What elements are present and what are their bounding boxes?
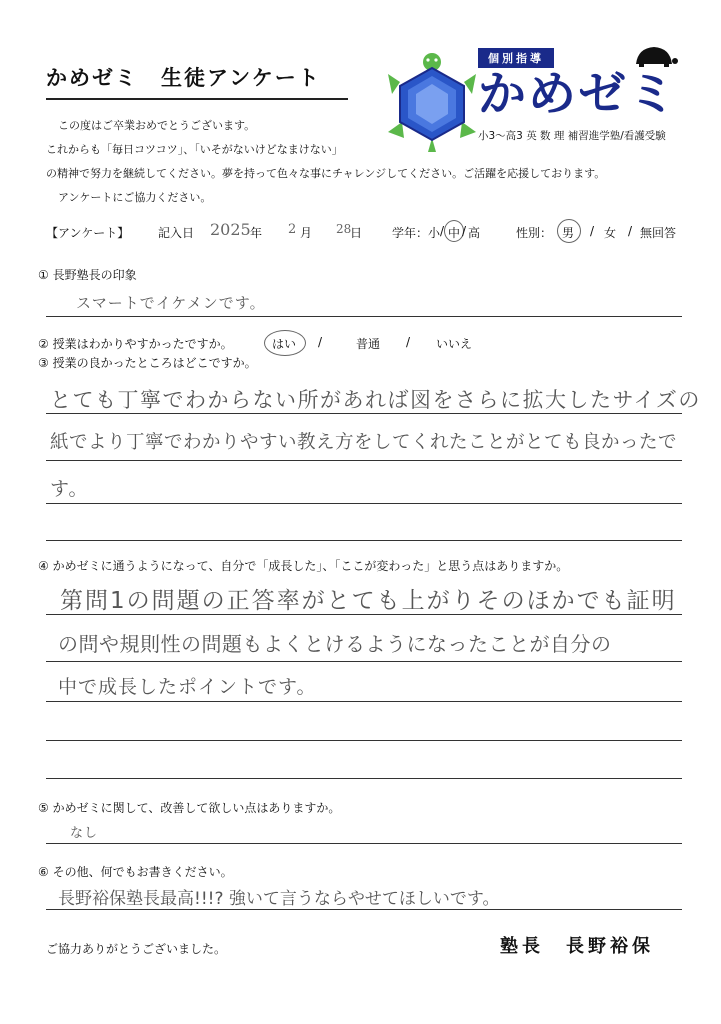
answer-line xyxy=(46,540,682,541)
year-unit: 年 xyxy=(250,226,263,240)
question-4-answer-line[interactable]: 中で成長したポイントです。 xyxy=(58,676,317,698)
intro-line: アンケートにご協力ください。 xyxy=(58,191,212,204)
intro-line: この度はご卒業おめでとうございます。 xyxy=(58,119,256,132)
grade-separator: / xyxy=(462,224,467,238)
grade-selection-circle xyxy=(444,220,467,242)
question-3-answer-line[interactable]: 紙でより丁寧でわかりやすい教え方をしてくれたことがとても良かったで xyxy=(50,432,678,453)
answer-line xyxy=(46,909,682,910)
day-value: 28 xyxy=(336,222,352,236)
answer-line xyxy=(46,661,682,662)
gender-separator: / xyxy=(590,224,595,238)
question-2-option-no[interactable]: いいえ xyxy=(436,337,473,351)
question-3-answer-line[interactable]: とても丁寧でわからない所があれば図をさらに拡大したサイズの xyxy=(50,388,701,412)
question-4-answer-line[interactable]: 第問1の問題の正答率がとても上がりそのほかでも証明 xyxy=(60,588,677,614)
answer-line xyxy=(46,778,682,779)
grade-separator: / xyxy=(440,224,445,238)
question-6-label: ⑥ その他、何でもお書きください。 xyxy=(38,865,233,879)
question-6-answer[interactable]: 長野裕保塾長最高!!!? 強いて言うならやせてほしいです。 xyxy=(58,889,500,909)
question-1-answer[interactable]: スマートでイケメンです。 xyxy=(76,294,266,312)
question-5-label: ⑤ かめゼミに関して、改善して欲しい点はありますか。 xyxy=(38,801,341,815)
question-2-option-yes[interactable]: はい xyxy=(272,337,297,351)
day-unit: 日 xyxy=(350,226,363,240)
answer-line xyxy=(46,843,682,844)
gender-option-female[interactable]: 女 xyxy=(604,226,617,240)
question-3-label: ③ 授業の良かったところはどこですか。 xyxy=(38,356,257,370)
intro-line: の精神で努力を継続してください。夢を持って色々な事にチャレンジしてください。ご活躍を応援しております。 xyxy=(46,167,606,180)
gender-option-male[interactable]: 男 xyxy=(562,226,575,240)
question-5-answer[interactable]: なし xyxy=(70,826,99,841)
answer-line xyxy=(46,701,682,702)
survey-section-label: 【アンケート】 xyxy=(46,226,130,240)
answer-line xyxy=(46,460,682,461)
answer-line xyxy=(46,316,682,317)
question-2-selection-circle xyxy=(264,330,306,356)
turtle-silhouette-icon xyxy=(630,44,678,68)
grade-label: 学年： xyxy=(392,226,429,240)
grade-option-elementary[interactable]: 小 xyxy=(428,226,441,240)
answer-line xyxy=(46,503,682,504)
question-3-answer-line[interactable]: す。 xyxy=(50,478,89,500)
answer-line xyxy=(46,413,682,414)
question-2-option-normal[interactable]: 普通 xyxy=(356,337,381,351)
grade-option-junior-high[interactable]: 中 xyxy=(448,226,461,240)
option-separator: / xyxy=(318,335,323,349)
question-1-label: ① 長野塾長の印象 xyxy=(38,268,137,282)
kamezemi-logo xyxy=(392,44,682,154)
logo-subtitle: 小3～高3 英 数 理 補習進学塾/看護受験 xyxy=(478,130,666,142)
gender-label: 性別： xyxy=(516,226,553,240)
question-4-answer-line[interactable]: の問や規則性の問題もよくとけるようになったことが自分の xyxy=(58,632,612,656)
date-label: 記入日 xyxy=(158,226,195,240)
page-title: かめゼミ 生徒アンケート xyxy=(46,62,348,100)
answer-line xyxy=(46,740,682,741)
question-4-label: ④ かめゼミに通うようになって、自分で「成長した」、「ここが変わった」と思う点はありますか。 xyxy=(38,559,569,573)
intro-line: これからも「毎日コツコツ」、「いそがないけどなまけない」 xyxy=(46,143,343,156)
principal-signature: 塾長 長野裕保 xyxy=(500,936,654,957)
gender-option-no-answer[interactable]: 無回答 xyxy=(640,226,677,240)
answer-line xyxy=(46,614,682,615)
thanks-message: ご協力ありがとうございました。 xyxy=(46,942,227,956)
question-2-label: ② 授業はわかりやすかったですか。 xyxy=(38,337,233,351)
year-value: 2025 xyxy=(210,220,251,239)
month-value: 2 xyxy=(288,222,297,237)
month-unit: 月 xyxy=(300,226,313,240)
option-separator: / xyxy=(406,335,411,349)
gender-selection-circle xyxy=(557,219,581,243)
logo-brand: かめゼミ xyxy=(478,66,679,122)
turtle-hexagon-logo-icon xyxy=(386,48,478,152)
logo-badge: 個別指導 xyxy=(478,48,554,68)
grade-option-high[interactable]: 高 xyxy=(468,226,481,240)
gender-separator: / xyxy=(628,224,633,238)
